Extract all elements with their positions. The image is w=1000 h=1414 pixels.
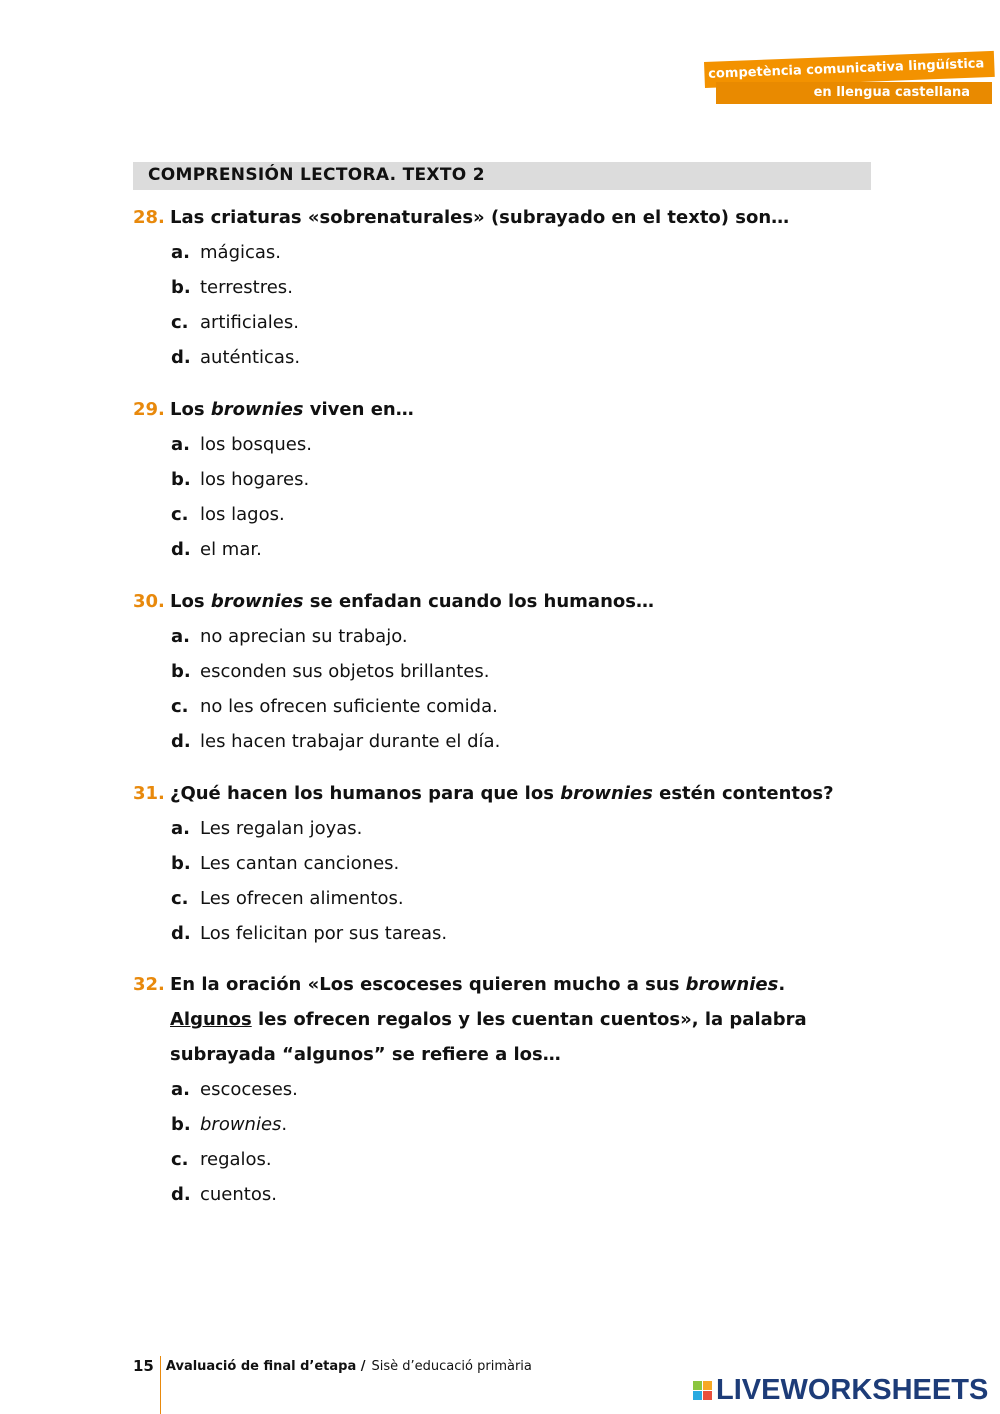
- question-text: ¿Qué hacen los humanos para que los brownies estén contentos?: [170, 783, 834, 804]
- option-d[interactable]: d. auténticas.: [171, 347, 301, 368]
- question-text: Los brownies se enfadan cuando los humanos…: [170, 591, 654, 612]
- option-c[interactable]: c. Les ofrecen alimentos.: [171, 888, 404, 909]
- question-text: En la oración «Los escoceses quieren mucho a sus brownies. Algunos les ofrecen regalos y les cuentan cuentos», la palabra subrayada “algunos” se refiere a los…: [170, 974, 807, 1065]
- option-c[interactable]: c. artificiales.: [171, 312, 299, 333]
- question-number: 29.: [133, 399, 165, 420]
- option-c[interactable]: c. los lagos.: [171, 504, 285, 525]
- footer-title-regular: Sisè d’educació primària: [371, 1359, 532, 1374]
- banner-line1: competència comunicativa lingüística: [704, 51, 995, 88]
- question-number: 31.: [133, 783, 165, 804]
- option-a[interactable]: a. no aprecian su trabajo.: [171, 626, 408, 647]
- question-number: 32.: [133, 974, 165, 995]
- option-a[interactable]: a. los bosques.: [171, 434, 312, 455]
- question-32: [133, 967, 873, 1212]
- question-text: Los brownies viven en…: [170, 399, 414, 420]
- liveworksheets-logo-icon: [693, 1381, 712, 1400]
- option-b[interactable]: b. brownies.: [171, 1114, 288, 1135]
- question-number: 28.: [133, 207, 165, 228]
- section-title: COMPRENSIÓN LECTORA. TEXTO 2: [133, 162, 871, 190]
- option-b[interactable]: b. esconden sus objetos brillantes.: [171, 661, 490, 682]
- option-b[interactable]: b. los hogares.: [171, 469, 310, 490]
- option-a[interactable]: a. Les regalan joyas.: [171, 818, 363, 839]
- option-d[interactable]: d. cuentos.: [171, 1184, 277, 1205]
- question-29: [133, 392, 873, 567]
- option-d[interactable]: d. Los felicitan por sus tareas.: [171, 923, 448, 944]
- underlined-word: Algunos: [170, 1009, 252, 1030]
- liveworksheets-watermark: [693, 1374, 988, 1407]
- banner-line2: en llengua castellana: [716, 82, 992, 104]
- question-text: Las criaturas «sobrenaturales» (subrayado en el texto) son…: [170, 207, 790, 228]
- question-31: [133, 776, 873, 951]
- question-28: [133, 200, 873, 375]
- page-number: 15: [133, 1357, 154, 1375]
- footer-divider: [160, 1356, 161, 1414]
- page-footer: [133, 1356, 532, 1414]
- option-c[interactable]: c. no les ofrecen suficiente comida.: [171, 696, 498, 717]
- footer-title-bold: Avaluació de final d’etapa /: [165, 1359, 366, 1374]
- option-c[interactable]: c. regalos.: [171, 1149, 272, 1170]
- option-b[interactable]: b. terrestres.: [171, 277, 293, 298]
- option-a[interactable]: a. escoceses.: [171, 1079, 298, 1100]
- header-banner: [704, 56, 994, 106]
- option-d[interactable]: d. les hacen trabajar durante el día.: [171, 731, 501, 752]
- watermark-text: LIVEWORKSHEETS: [716, 1374, 989, 1406]
- option-d[interactable]: d. el mar.: [171, 539, 262, 560]
- question-30: [133, 584, 873, 759]
- option-a[interactable]: a. mágicas.: [171, 242, 282, 263]
- option-b[interactable]: b. Les cantan canciones.: [171, 853, 400, 874]
- question-number: 30.: [133, 591, 165, 612]
